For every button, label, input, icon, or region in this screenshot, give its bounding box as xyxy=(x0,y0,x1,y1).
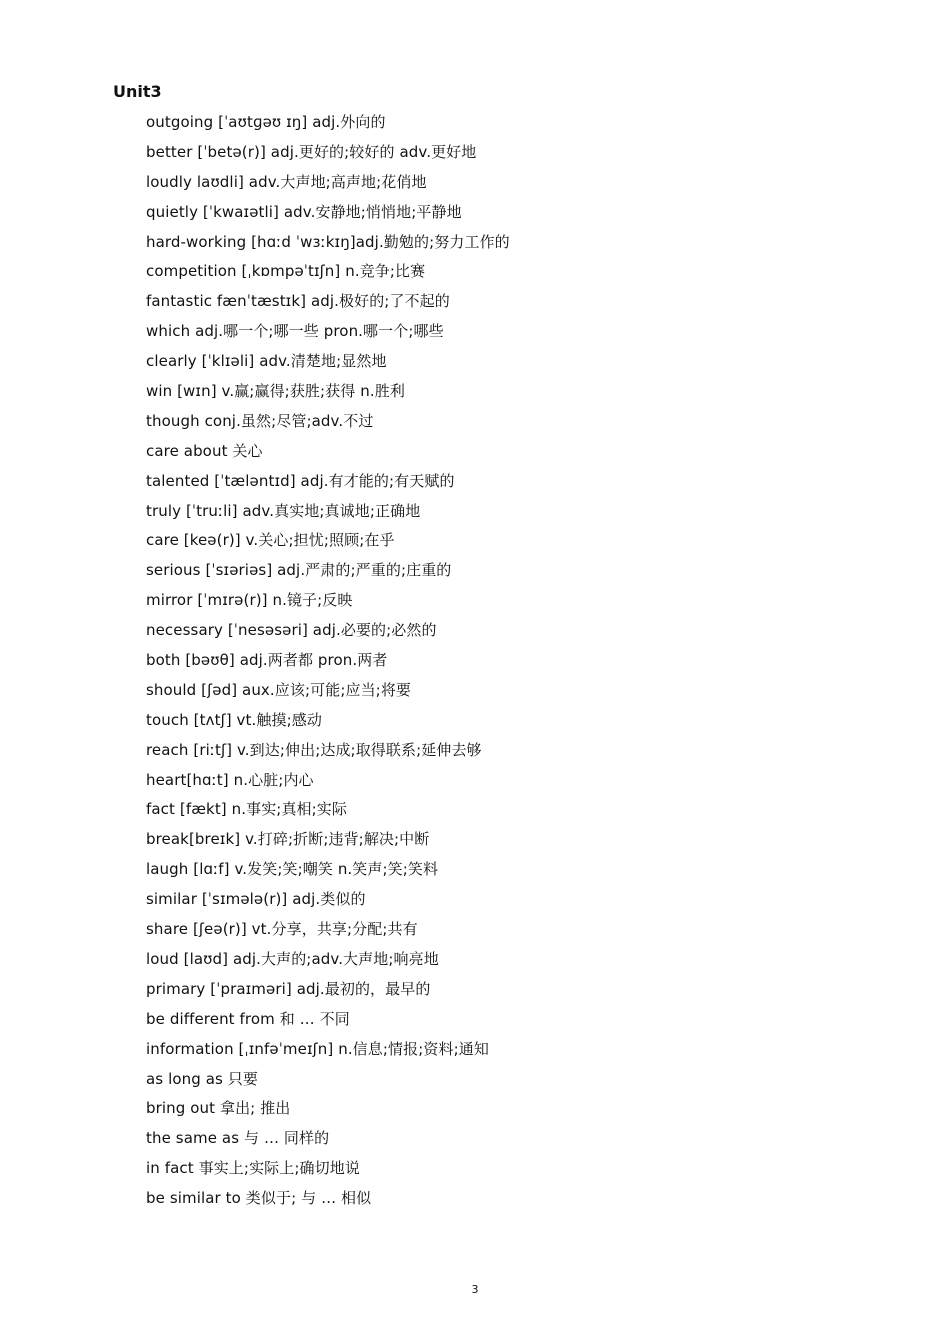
page-number: 3 xyxy=(471,1283,479,1296)
vocabulary-entry: better [ˈbetə(r)] adj.更好的;较好的 adv.更好地 xyxy=(146,142,477,161)
vocabulary-entry: laugh [lɑːf] v.发笑;笑;嘲笑 n.笑声;笑;笑料 xyxy=(146,860,439,879)
vocabulary-entry: bring out 拿出; 推出 xyxy=(146,1099,291,1118)
vocabulary-entry: the same as 与 … 同样的 xyxy=(146,1129,330,1148)
vocabulary-entry: share [ʃeə(r)] vt.分享，共享;分配;共有 xyxy=(146,920,418,939)
vocabulary-entry: though conj.虽然;尽管;adv.不过 xyxy=(146,411,374,430)
vocabulary-entry: mirror [ˈmɪrə(r)] n.镜子;反映 xyxy=(146,591,353,610)
vocabulary-entry: serious [ˈsɪəriəs] adj.严肃的;严重的;庄重的 xyxy=(146,561,452,580)
vocabulary-entry: primary [ˈpraɪməri] adj.最初的，最早的 xyxy=(146,979,431,998)
vocabulary-entry: as long as 只要 xyxy=(146,1069,258,1088)
unit-title: Unit3 xyxy=(113,82,162,101)
vocabulary-entry: be similar to 类似于; 与 … 相似 xyxy=(146,1189,372,1208)
vocabulary-entry: loud [laʊd] adj.大声的;adv.大声地;响亮地 xyxy=(146,949,439,968)
vocabulary-entry: loudly laʊdli] adv.大声地;高声地;花俏地 xyxy=(146,172,427,191)
vocabulary-entry: care about 关心 xyxy=(146,441,263,460)
vocabulary-entry: hard-working [hɑːd ˈwɜːkɪŋ]adj.勤勉的;努力工作的 xyxy=(146,232,510,251)
vocabulary-entry: heart[hɑːt] n.心脏;内心 xyxy=(146,770,314,789)
vocabulary-entry: competition [ˌkɒmpəˈtɪʃn] n.竞争;比赛 xyxy=(146,262,426,281)
vocabulary-entry: similar [ˈsɪmələ(r)] adj.类似的 xyxy=(146,890,366,909)
vocabulary-list xyxy=(146,112,510,1218)
vocabulary-entry: clearly [ˈklɪəli] adv.清楚地;显然地 xyxy=(146,352,387,371)
vocabulary-entry: break[breɪk] v.打碎;折断;违背;解决;中断 xyxy=(146,830,430,849)
vocabulary-entry: in fact 事实上;实际上;确切地说 xyxy=(146,1159,360,1178)
vocabulary-entry: truly [ˈtruːli] adv.真实地;真诚地;正确地 xyxy=(146,501,421,520)
vocabulary-entry: information [ˌɪnfəˈmeɪʃn] n.信息;情报;资料;通知 xyxy=(146,1039,489,1058)
vocabulary-entry: should [ʃəd] aux.应该;可能;应当;将要 xyxy=(146,680,412,699)
vocabulary-entry: necessary [ˈnesəsəri] adj.必要的;必然的 xyxy=(146,621,437,640)
vocabulary-entry: reach [riːtʃ] v.到达;伸出;达成;取得联系;延伸去够 xyxy=(146,740,482,759)
vocabulary-entry: touch [tʌtʃ] vt.触摸;感动 xyxy=(146,710,322,729)
vocabulary-entry: care [keə(r)] v.关心;担忧;照顾;在乎 xyxy=(146,531,395,550)
vocabulary-entry: which adj.哪一个;哪一些 pron.哪一个;哪些 xyxy=(146,322,444,341)
vocabulary-entry: outgoing [ˈaʊtɡəʊ ɪŋ] adj.外向的 xyxy=(146,113,386,131)
vocabulary-entry: be different from 和 … 不同 xyxy=(146,1009,350,1028)
vocabulary-entry: fact [fækt] n.事实;真相;实际 xyxy=(146,800,348,819)
vocabulary-entry: win [wɪn] v.赢;赢得;获胜;获得 n.胜利 xyxy=(146,382,405,401)
vocabulary-entry: both [bəʊθ] adj.两者都 pron.两者 xyxy=(146,651,388,670)
vocabulary-entry: fantastic fænˈtæstɪk] adj.极好的;了不起的 xyxy=(146,292,450,311)
vocabulary-entry: quietly [ˈkwaɪətli] adv.安静地;悄悄地;平静地 xyxy=(146,202,462,221)
vocabulary-entry: talented [ˈtæləntɪd] adj.有才能的;有天赋的 xyxy=(146,471,455,490)
